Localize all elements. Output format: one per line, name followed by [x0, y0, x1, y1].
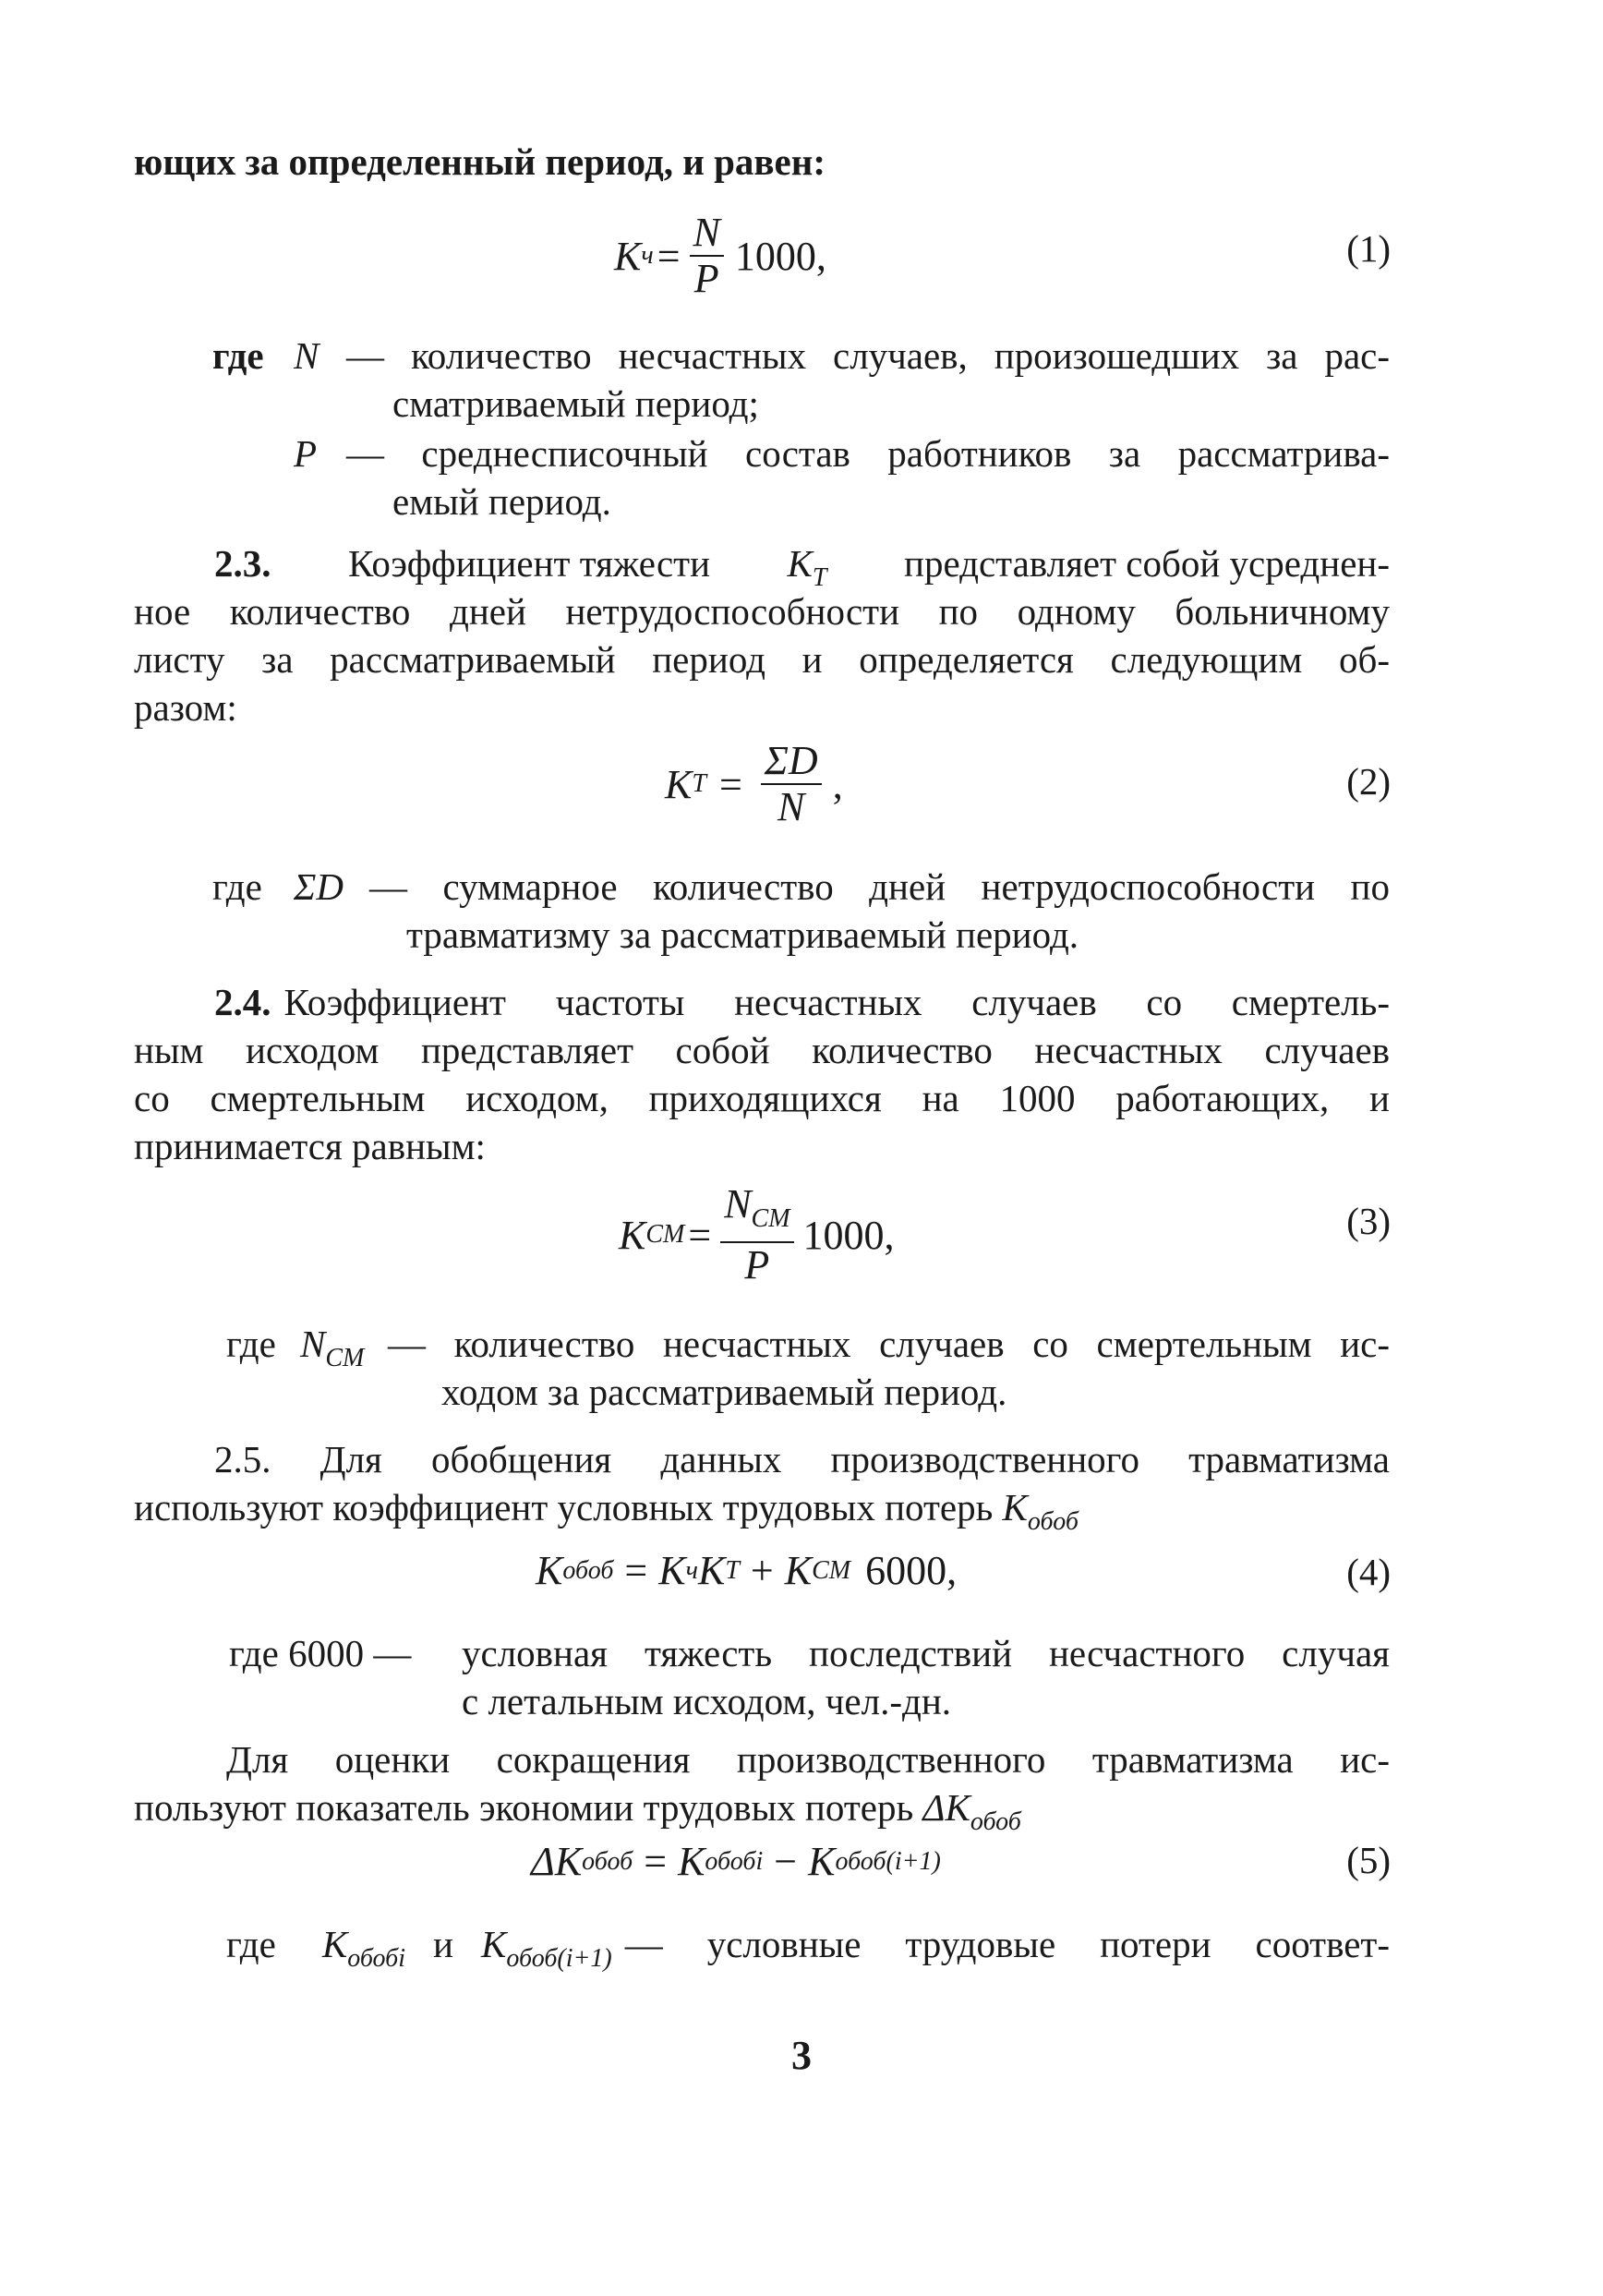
p23-number: 2.3.: [214, 542, 271, 585]
f4-r1: K: [658, 1548, 686, 1593]
f1-fraction: [690, 211, 724, 301]
eq-number-3: (3): [1346, 1200, 1391, 1242]
p25-l2a: используют коэффициент условных трудовых потерь: [134, 1486, 994, 1529]
f3-eq: =: [688, 1212, 712, 1258]
last-rest: — условные трудовые потери соответ-: [624, 1923, 1390, 1965]
def3-where: где: [226, 1323, 276, 1365]
def1-term-n: N: [294, 334, 319, 377]
p23-l1b: представляет собой усреднен-: [904, 542, 1390, 585]
f5-r2: K: [808, 1839, 836, 1884]
def1-term-p: P: [294, 432, 318, 475]
p23-line3: листу за рассматриваемый период и определяется следующим об-: [134, 638, 1390, 681]
def1-desc-a: — количество несчастных случаев, произошедших за рас-: [346, 334, 1390, 377]
f1-num: N: [690, 211, 724, 257]
f5-eq: =: [644, 1839, 668, 1884]
def3-desc-a: — количество несчастных случаев со смертельным ис-: [388, 1323, 1390, 1365]
f4-r3: K: [784, 1548, 813, 1593]
f2-fraction: [761, 739, 822, 829]
intro-line: ющих за определенный период, и равен:: [134, 140, 826, 183]
p26-sym: $\Delta K_{обоб}$: [922, 1786, 1021, 1836]
def4-where: где 6000 —: [229, 1632, 412, 1674]
p24-line2: ным исходом представляет собой количество несчастных случаев: [134, 1029, 1390, 1071]
p24-line1: [214, 979, 1390, 1025]
f3-lhs: K: [619, 1212, 646, 1258]
f4-lhs: K: [536, 1548, 563, 1593]
f2-lhs: K: [665, 761, 693, 807]
p26-line1: Для оценки сокращения производственного травматизма ис-: [226, 1738, 1390, 1781]
f3-fraction: [720, 1182, 793, 1287]
def1-desc-c: — среднесписочный состав работников за рассматрива-: [346, 432, 1390, 475]
eq-number-4: (4): [1346, 1551, 1391, 1593]
def1-desc-d: емый период.: [392, 480, 611, 523]
p24-number: 2.4.: [214, 981, 271, 1023]
f1-lhs: K: [614, 233, 642, 279]
def2-where: где: [212, 865, 262, 908]
f4-lhs-sub: обоб: [562, 1555, 614, 1585]
last-sym-a: $K_{обобi}$: [321, 1923, 406, 1973]
f2-eq: =: [718, 761, 742, 807]
f5-minus: −: [774, 1839, 798, 1884]
last-line: [226, 1921, 1390, 1982]
f2-tail: ,: [832, 761, 843, 807]
f5-lhs: ΔK: [531, 1839, 583, 1884]
f3-num: $N_{CM}$: [720, 1182, 793, 1243]
p24-line3: со смертельным исходом, приходящихся на 1000 работающих, и: [134, 1077, 1390, 1119]
def1-desc-b: сматриваемый период;: [392, 382, 759, 425]
def2-desc-b: травматизму за рассматриваемый период.: [406, 913, 1079, 956]
eq-number-1: (1): [1346, 227, 1391, 270]
def1-where: где: [212, 334, 264, 377]
formula-5: ΔK обоб = K обобi − K обоб(i+1): [531, 1839, 941, 1884]
f1-lhs-sub: ч: [641, 241, 654, 270]
def2-desc-a: — суммарное количество дней нетрудоспособности по: [369, 865, 1390, 908]
f5-r1: K: [678, 1839, 705, 1884]
f2-den: N: [777, 784, 805, 829]
f4-plus: +: [750, 1548, 774, 1593]
def2-term: ΣD: [294, 865, 344, 908]
f4-eq: =: [624, 1548, 648, 1593]
f1-eq: =: [657, 233, 681, 279]
f5-lhs-sub: обоб: [582, 1846, 633, 1876]
p25-sym: $K_{обоб}$: [1002, 1486, 1079, 1536]
f2-num: ΣD: [761, 739, 822, 785]
p25-line1: 2.5. Для обобщения данных производственного травматизма: [214, 1438, 1390, 1480]
p23-line4: разом:: [134, 686, 237, 729]
f3-den: P: [744, 1242, 770, 1287]
p25-line2: [134, 1484, 1390, 1545]
p23-sym: $K_T$: [787, 542, 827, 592]
def3-desc-b: ходом за рассматриваемый период.: [441, 1371, 1007, 1413]
p24-l1a: Коэффициент частоты несчастных случаев со смертель-: [283, 981, 1390, 1023]
p23-line2: ное количество дней нетрудоспособности по одному больничному: [134, 590, 1390, 633]
f4-tail: 6000,: [865, 1548, 958, 1593]
f3-lhs-sub: CM: [645, 1220, 685, 1249]
page-number: 3: [791, 2033, 812, 2078]
f1-tail: 1000,: [734, 233, 826, 279]
last-and: и: [433, 1923, 453, 1965]
def4-desc-b: с летальным исходом, чел.-дн.: [462, 1680, 952, 1722]
def3-term: $N_{CM}$: [300, 1323, 365, 1372]
formula-3: [619, 1182, 895, 1287]
formula-1: [614, 211, 826, 301]
p23-l1a: Коэффициент тяжести: [348, 542, 711, 585]
eq-number-2: (2): [1346, 760, 1391, 803]
last-sym-b: $K_{обоб(i+1)}$: [481, 1923, 612, 1973]
f4-r2: K: [697, 1548, 726, 1593]
f3-tail: 1000,: [802, 1212, 895, 1258]
formula-4: K обоб = K ч K T + K CM 6000,: [536, 1548, 958, 1593]
formula-2: [665, 739, 843, 829]
f2-lhs-sub: T: [692, 769, 706, 798]
f1-den: P: [693, 256, 719, 301]
p26-l2a: пользуют показатель экономии трудовых потерь: [134, 1786, 914, 1829]
def4-desc-a: условная тяжесть последствий несчастного случая: [462, 1632, 1390, 1674]
last-where: где: [226, 1923, 276, 1965]
p26-line2: [134, 1784, 1390, 1845]
p24-line4: принимается равным:: [134, 1125, 486, 1167]
eq-number-5: (5): [1346, 1839, 1391, 1881]
